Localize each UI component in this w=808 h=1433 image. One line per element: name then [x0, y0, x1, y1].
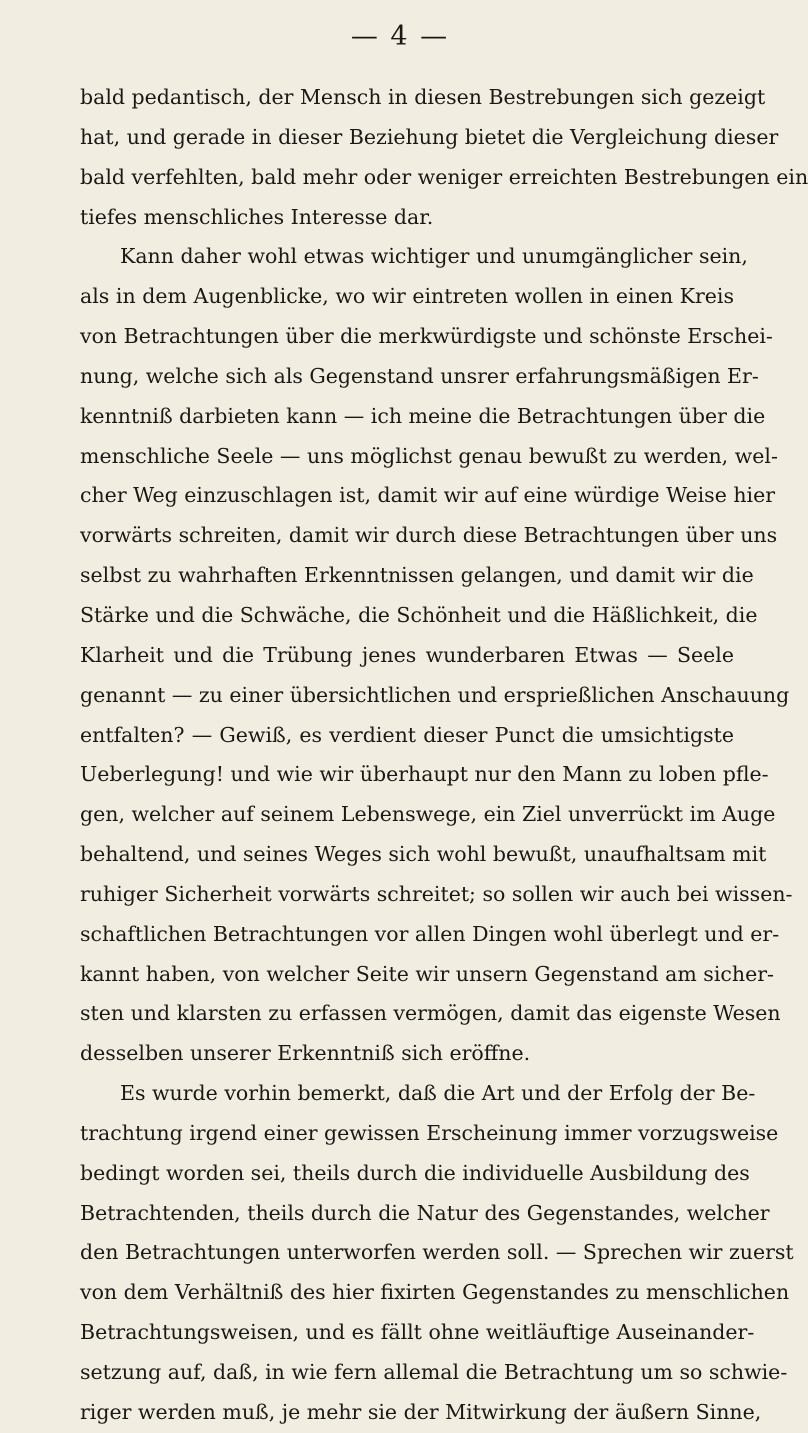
text-line: Klarheit und die Trübung jenes wunderbaren Etwas — Seele	[80, 642, 734, 667]
text-line: behaltend, und seines Weges sich wohl bewußt, unaufhaltsam mit	[80, 842, 767, 867]
text-line: tiefes menschliches Interesse dar.	[80, 204, 434, 229]
text-line: genannt — zu einer übersichtlichen und ersprießlichen Anschauung	[80, 682, 790, 707]
text-line: hat, und gerade in dieser Beziehung bietet die Vergleichung dieser	[80, 124, 779, 149]
text-line: Betrachtenden, theils durch die Natur des Gegenstandes, welcher	[80, 1200, 770, 1225]
text-line: Ueberlegung! und wie wir überhaupt nur den Mann zu loben pfle-	[80, 762, 769, 787]
text-line: riger werden muß, je mehr sie der Mitwirkung der äußern Sinne,	[80, 1399, 762, 1424]
text-line: bald verfehlten, bald mehr oder weniger erreichten Bestrebungen ein	[80, 164, 808, 189]
text-line: kenntniß darbieten kann — ich meine die Betrachtungen über die	[80, 403, 766, 428]
text-line: selbst zu wahrhaften Erkenntnissen gelangen, und damit wir die	[80, 563, 754, 588]
text-line: nung, welche sich als Gegenstand unsrer erfahrungsmäßigen Er-	[80, 363, 759, 388]
text-line: entfalten? — Gewiß, es verdient dieser Punct die umsichtigste	[80, 722, 734, 747]
text-line: ruhiger Sicherheit vorwärts schreitet; so sollen wir auch bei wissen-	[80, 881, 793, 906]
page-number: — 4 —	[350, 21, 450, 52]
text-line: Betrachtungsweisen, und es fällt ohne weitläuftige Auseinander-	[80, 1320, 755, 1345]
text-line: schaftlichen Betrachtungen vor allen Dingen wohl überlegt und er-	[80, 921, 780, 946]
text-line: setzung auf, daß, in wie fern allemal die Betrachtung um so schwie-	[80, 1360, 788, 1384]
text-line: desselben unserer Erkenntniß sich eröffne.	[80, 1041, 531, 1066]
text-line: Kann daher wohl etwas wichtiger und unumgänglicher sein,	[120, 244, 748, 269]
text-line: vorwärts schreiten, damit wir durch diese Betrachtungen über uns	[80, 523, 778, 548]
text-line: bald pedantisch, der Mensch in diesen Bestrebungen sich gezeigt	[80, 85, 766, 109]
text-line: von Betrachtungen über die merkwürdigste und schönste Erschei-	[80, 324, 773, 349]
text-line: bedingt worden sei, theils durch die individuelle Ausbildung des	[80, 1160, 750, 1185]
text-line: Stärke und die Schwäche, die Schönheit und die Häßlichkeit, die	[80, 602, 758, 627]
text-line: von dem Verhältniß des hier fixirten Gegenstandes zu menschlichen	[80, 1280, 790, 1305]
text-line: kannt haben, von welcher Seite wir unsern Gegenstand am sicher-	[80, 961, 774, 986]
text-line: sten und klarsten zu erfassen vermögen, damit das eigenste Wesen	[80, 1001, 781, 1026]
text-line: trachtung irgend einer gewissen Erscheinung immer vorzugsweise	[80, 1120, 779, 1145]
text-line: als in dem Augenblicke, wo wir eintreten wollen in einen Kreis	[80, 284, 734, 309]
text-line: den Betrachtungen unterworfen werden soll. — Sprechen wir zuerst	[80, 1240, 794, 1265]
body-text	[80, 78, 808, 1433]
text-line: Es wurde vorhin bemerkt, daß die Art und der Erfolg der Be-	[120, 1081, 756, 1106]
text-line: menschliche Seele — uns möglichst genau bewußt zu werden, wel-	[80, 443, 778, 468]
text-line: cher Weg einzuschlagen ist, damit wir auf eine würdige Weise hier	[80, 483, 776, 508]
text-line: gen, welcher auf seinem Lebenswege, ein Ziel unverrückt im Auge	[80, 802, 776, 827]
